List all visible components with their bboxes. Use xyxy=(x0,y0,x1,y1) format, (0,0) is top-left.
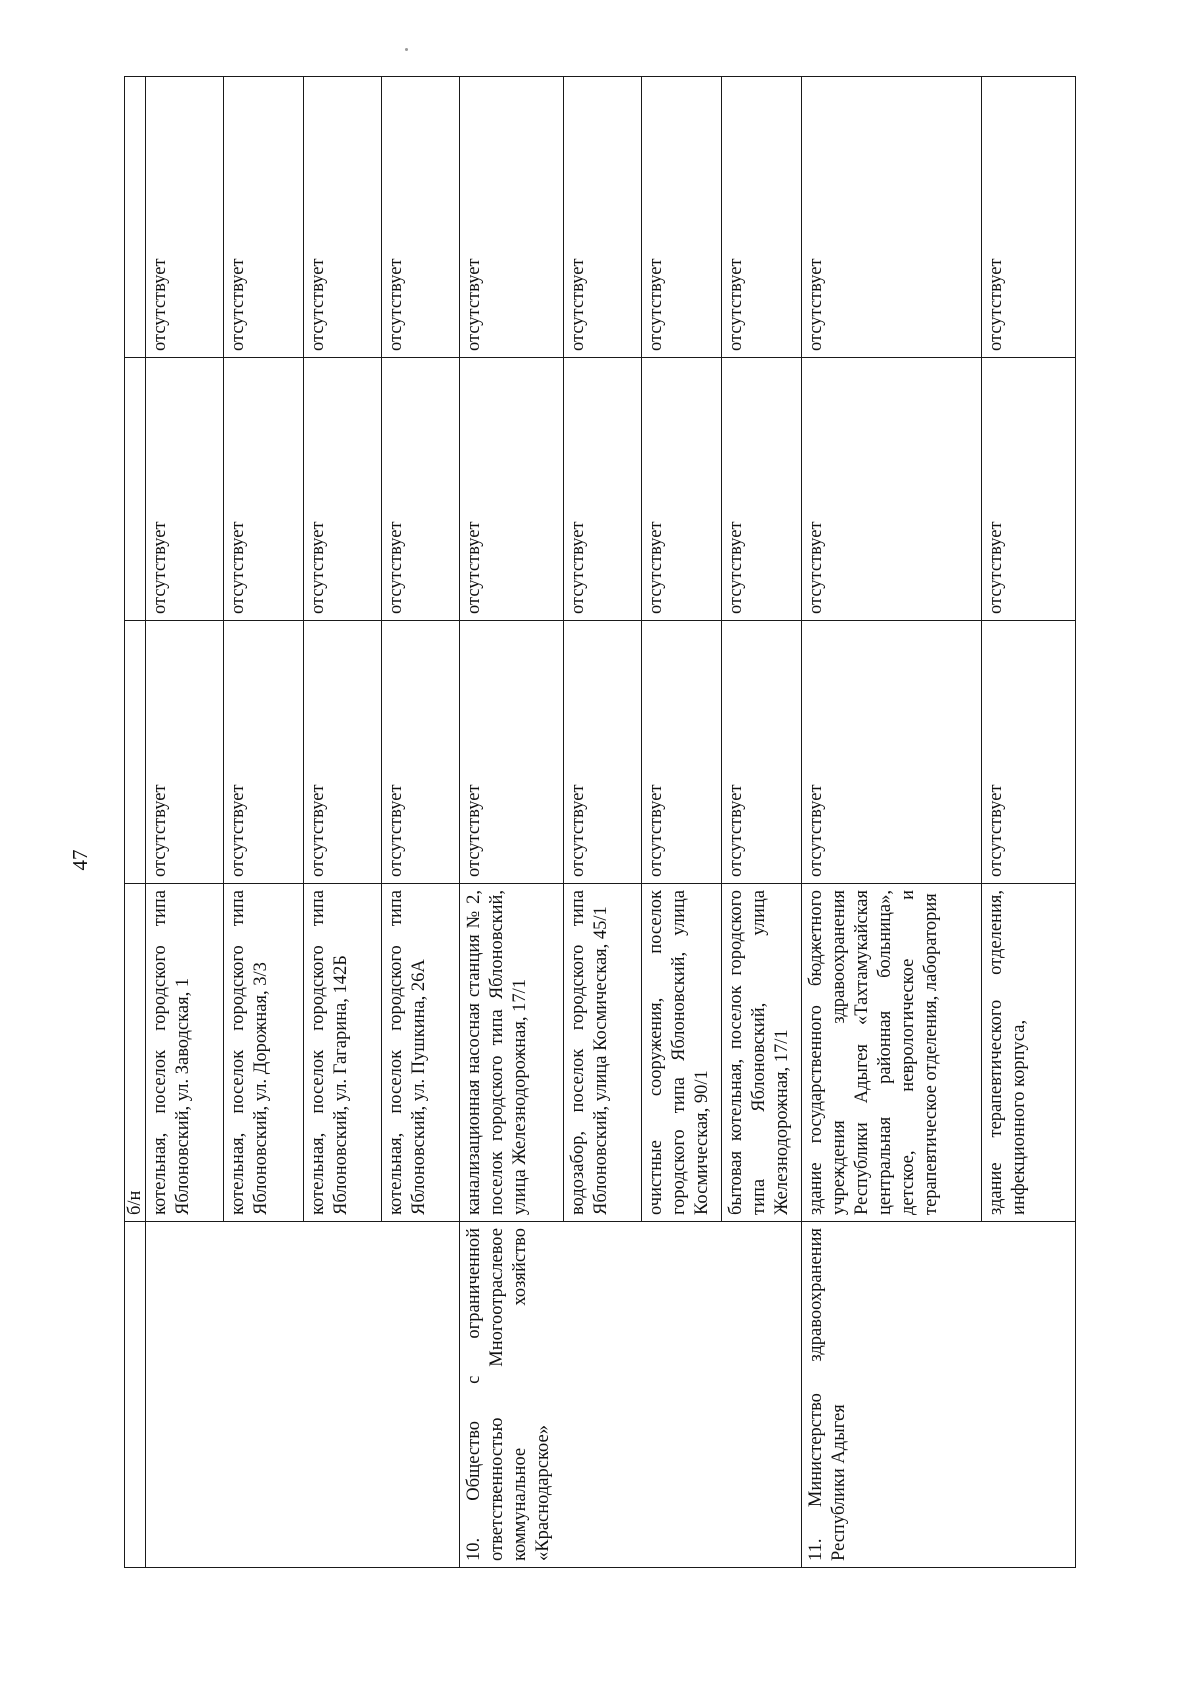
table-row xyxy=(460,77,564,1568)
facility-cell: бытовая котельная, поселок городского типа Яблоновский, улица Железнодорожная, 17/1 xyxy=(722,884,802,1222)
status-cell: отсутствует xyxy=(722,621,802,884)
status-cell: отсутствует xyxy=(146,621,224,884)
status-cell: отсутствует xyxy=(722,77,802,358)
status-cell: отсутствует xyxy=(564,358,642,621)
facility-cell: очистные сооружения, поселок городского типа Яблоновский, улица Космическая, 90/1 xyxy=(642,884,722,1222)
table-row xyxy=(802,77,982,1568)
status-cell: отсутствует xyxy=(982,358,1076,621)
status-cell: отсутствует xyxy=(460,358,564,621)
status-cell: отсутствует xyxy=(382,621,460,884)
status-cell: отсутствует xyxy=(382,358,460,621)
status-cell: отсутствует xyxy=(982,621,1076,884)
status-cell: отсутствует xyxy=(460,77,564,358)
facility-cell: канализационная насосная станция № 2, поселок городского типа Яблоновский, улица Железнодорожная, 17/1 xyxy=(460,884,564,1222)
facilities-table xyxy=(124,76,1076,1568)
facility-cell: здание терапевтического отделения, инфекционного корпуса, xyxy=(982,884,1076,1222)
status-cell: отсутствует xyxy=(982,77,1076,358)
scan-speck xyxy=(405,48,408,51)
status-cell: отсутствует xyxy=(304,358,382,621)
header-cell-owner xyxy=(125,1222,146,1568)
status-cell: отсутствует xyxy=(224,77,304,358)
status-cell: отсутствует xyxy=(304,621,382,884)
owner-cell: 10. Общество с ограниченной ответственностью Многоотраслевое коммунальное хозяйство «Краснодарское» xyxy=(460,1222,802,1568)
status-cell: отсутствует xyxy=(224,358,304,621)
status-cell: отсутствует xyxy=(802,358,982,621)
facility-cell: котельная, поселок городского типа Яблоновский, ул. Пушкина, 26А xyxy=(382,884,460,1222)
page-number: 47 xyxy=(68,849,92,871)
facility-cell: водозабор, поселок городского типа Яблоновский, улица Космическая, 45/1 xyxy=(564,884,642,1222)
status-cell: отсутствует xyxy=(146,358,224,621)
table-header-row xyxy=(125,77,146,1568)
status-cell: отсутствует xyxy=(642,621,722,884)
status-cell: отсутствует xyxy=(802,621,982,884)
status-cell: отсутствует xyxy=(802,77,982,358)
header-cell-col3 xyxy=(125,621,146,884)
status-cell: отсутствует xyxy=(564,621,642,884)
status-cell: отсутствует xyxy=(722,358,802,621)
facility-cell: котельная, поселок городского типа Яблоновский, ул. Дорожная, 3/3 xyxy=(224,884,304,1222)
owner-cell: 11. Министерство здравоохранения Республики Адыгея xyxy=(802,1222,1076,1568)
status-cell: отсутствует xyxy=(642,77,722,358)
header-cell-col4 xyxy=(125,358,146,621)
owner-cell-continued xyxy=(146,1222,460,1568)
table-row xyxy=(146,77,224,1568)
facility-cell: котельная, поселок городского типа Яблоновский, ул. Заводская, 1 xyxy=(146,884,224,1222)
status-cell: отсутствует xyxy=(146,77,224,358)
status-cell: отсутствует xyxy=(224,621,304,884)
header-fragment: б/н xyxy=(125,884,146,1222)
facility-cell: здание государственного бюджетного учреждения здравоохранения Республики Адыгея «Тахтамукайская центральная районная больница», детское, неврологическое и терапевтическое отделения, лаборатория xyxy=(802,884,982,1222)
facility-cell: котельная, поселок городского типа Яблоновский, ул. Гагарина, 142Б xyxy=(304,884,382,1222)
status-cell: отсутствует xyxy=(564,77,642,358)
header-cell-col5 xyxy=(125,77,146,358)
status-cell: отсутствует xyxy=(304,77,382,358)
rotated-table-page xyxy=(124,77,1076,1568)
status-cell: отсутствует xyxy=(460,621,564,884)
status-cell: отсутствует xyxy=(642,358,722,621)
status-cell: отсутствует xyxy=(382,77,460,358)
